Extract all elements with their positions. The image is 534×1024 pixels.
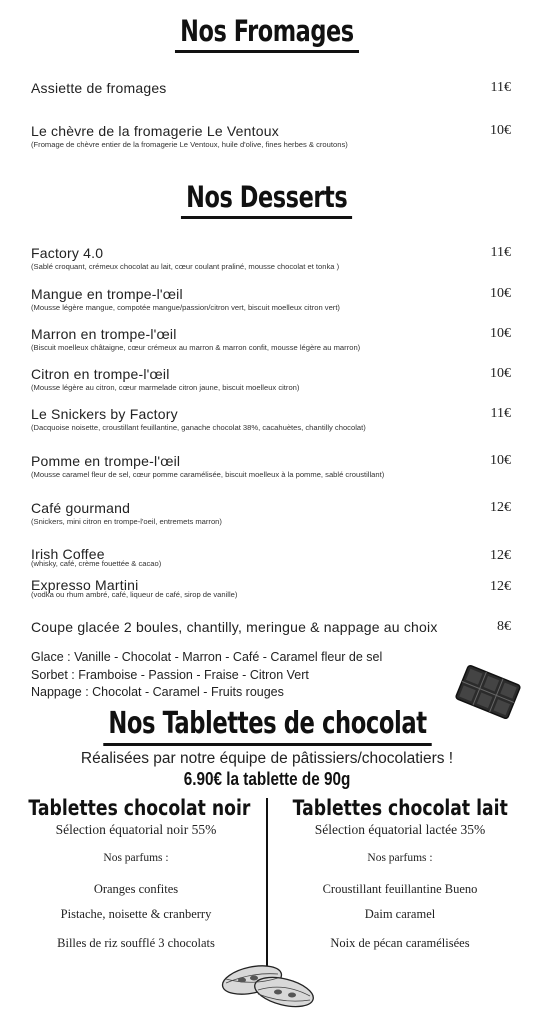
item-description: (Biscuit moelleux châtaigne, cœur crémeux au marron & marron confit, mousse légère au marron) <box>31 343 361 352</box>
cacao-pods-icon <box>218 952 318 1018</box>
item-price: 8€ <box>497 619 511 634</box>
menu-item <box>31 80 511 96</box>
item-name: Café gourmand <box>31 500 131 516</box>
item-name: Marron en trompe-l'œil <box>31 326 177 342</box>
item-name: Pomme en trompe-l'œil <box>31 453 181 469</box>
lait-parfum: Daim caramel <box>364 907 436 921</box>
item-price: 11€ <box>490 80 511 95</box>
item-name: Irish Coffee <box>31 546 105 562</box>
item-price: 10€ <box>490 453 511 468</box>
menu-item <box>31 245 511 271</box>
noir-parfum: Billes de riz soufflé 3 chocolats <box>57 936 215 950</box>
nappage-options: Nappage : Chocolat - Caramel - Fruits rouges <box>31 685 284 699</box>
item-price: 10€ <box>490 326 511 341</box>
item-price: 11€ <box>490 406 511 421</box>
noir-parfum: Oranges confites <box>93 882 179 896</box>
menu-item <box>31 326 511 352</box>
lait-parfums-label: Nos parfums : <box>367 852 433 864</box>
menu-item <box>31 406 511 432</box>
item-price: 12€ <box>490 500 511 515</box>
lait-title: Tablettes chocolat lait <box>292 796 508 820</box>
tablettes-subtitle: Réalisées par notre équipe de pâtissiers/chocolatiers ! <box>80 750 454 767</box>
noir-parfums-label: Nos parfums : <box>103 852 169 864</box>
item-description: (vodka ou rhum ambré, café, liqueur de café, sirop de vanille) <box>31 590 238 599</box>
lait-parfum: Noix de pécan caramélisées <box>330 936 470 950</box>
item-name: Assiette de fromages <box>31 80 167 96</box>
lait-selection: Sélection équatorial lactée 35% <box>314 822 486 837</box>
glace-options: Glace : Vanille - Chocolat - Marron - Café - Caramel fleur de sel <box>31 650 383 664</box>
menu-item <box>31 453 511 479</box>
item-description: (Fromage de chèvre entier de la fromagerie Le Ventoux, huile d'olive, fines herbes & croutons) <box>31 140 348 149</box>
item-price: 12€ <box>490 579 511 594</box>
item-description: (Mousse caramel fleur de sel, cœur pomme caramélisée, biscuit moelleux à la pomme, sablé croustillant) <box>31 470 385 479</box>
lait-parfum: Croustillant feuillantine Bueno <box>322 882 478 896</box>
menu-item <box>31 619 511 635</box>
noir-parfum: Pistache, noisette & cranberry <box>60 907 212 921</box>
desserts-title: Nos Desserts <box>0 180 534 219</box>
item-name: Le chèvre de la fromagerie Le Ventoux <box>31 123 279 139</box>
item-description: (Sablé croquant, crémeux chocolat au lait, cœur coulant praliné, mousse chocolat et tonka ) <box>31 262 340 271</box>
item-name: Mangue en trompe-l'œil <box>31 286 183 302</box>
item-name: Factory 4.0 <box>31 245 104 261</box>
item-price: 12€ <box>490 548 511 563</box>
menu-item <box>31 286 511 312</box>
item-description: (whisky, café, crème fouettée & cacao) <box>31 559 162 568</box>
item-description: (Mousse légère au citron, cœur marmelade citron jaune, biscuit moelleux citron) <box>31 383 300 392</box>
item-name: Citron en trompe-l'œil <box>31 366 170 382</box>
tablettes-lait <box>268 796 532 950</box>
item-description: (Dacquoise noisette, croustillant feuillantine, ganache chocolat 38%, cacahuètes, chantilly chocolat) <box>31 423 366 432</box>
fromages-title: Nos Fromages <box>0 14 534 53</box>
item-description: (Snickers, mini citron en trompe-l'oeil, entremets marron) <box>31 517 222 526</box>
item-price: 10€ <box>490 286 511 301</box>
menu-item <box>31 123 511 149</box>
menu-item <box>31 500 511 526</box>
tablettes-title: Nos Tablettes de chocolat <box>0 706 534 746</box>
item-price: 10€ <box>490 123 511 138</box>
item-price: 11€ <box>490 245 511 260</box>
item-price: 10€ <box>490 366 511 381</box>
tablettes-price: 6.90€ la tablette de 90g <box>183 769 351 789</box>
item-name: Le Snickers by Factory <box>31 406 178 422</box>
item-description: (Mousse légère mangue, compotée mangue/passion/citron vert, biscuit moelleux citron vert) <box>31 303 340 312</box>
item-name: Coupe glacée 2 boules, chantilly, meringue & nappage au choix <box>31 619 438 635</box>
item-name: Expresso Martini <box>31 577 139 593</box>
menu-item <box>31 579 511 599</box>
noir-selection: Sélection équatorial noir 55% <box>55 822 217 837</box>
noir-title: Tablettes chocolat noir <box>28 796 251 820</box>
sorbet-options: Sorbet : Framboise - Passion - Fraise - Citron Vert <box>31 668 309 682</box>
menu-item <box>31 548 511 568</box>
tablettes-noir <box>4 796 268 950</box>
menu-item <box>31 366 511 392</box>
